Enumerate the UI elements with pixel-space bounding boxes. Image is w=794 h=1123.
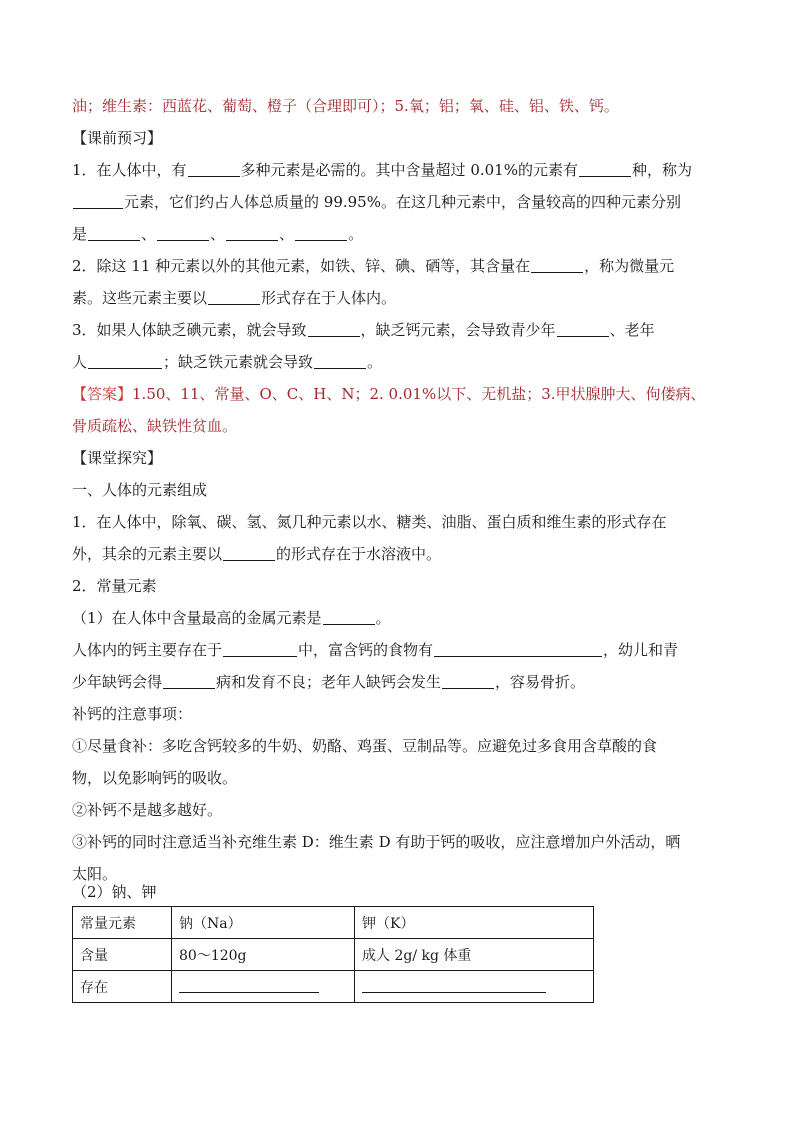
question-1-line-3: 是 、 、 、 。 [72,225,364,243]
blank[interactable] [434,642,602,657]
tip-3-line-1: ③补钙的同时注意适当补充维生素 D：维生素 D 有助于钙的吸收，应注意增加户外活动，晒 [72,833,681,851]
answer-line-2: 骨质疏松、缺铁性贫血。 [72,417,238,435]
subheading-macro-elements: 2．常量元素 [72,577,157,595]
blank[interactable] [531,258,583,273]
question-3-line-2: 人 ；缺乏铁元素就会导致 。 [72,353,383,371]
tip-1-line-2: 物，以免影响钙的吸收。 [72,769,238,787]
table-row [73,939,594,971]
blank[interactable] [223,546,275,561]
answer-continuation: 油；维生素：西蓝花、葡萄、橙子（合理即可）；5.氧；铝；氧、硅、铝、铁、钙。 [72,97,619,115]
table-row [73,971,594,1003]
blank[interactable] [73,194,123,209]
blank[interactable] [208,290,260,305]
answer-line-1: 【答案】1.50、11、常量、O、C、H、N；2. 0.01%以下、无机盐；3.甲状腺肿大、佝偻病、 [72,385,706,403]
question-1-line-2: 元素，它们约占人体总质量的 99.95%。在这几种元素中，含量较高的四种元素分别 [72,192,681,212]
question-2-line-1: 2．除这 11 种元素以外的其他元素，如铁、锌、碘、硒等，其含量在 ，称为微量元 [72,257,675,275]
table-cell: 存在 [73,971,172,1003]
blank[interactable] [557,322,609,337]
table-cell [172,971,355,1003]
question-2-line-2: 素。这些元素主要以 形式存在于人体内。 [72,289,397,307]
tip-1-line-1: ①尽量食补：多吃含钙较多的牛奶、奶酪、鸡蛋、豆制品等。应避免过多食用含草酸的食 [72,737,658,755]
blank[interactable] [323,610,375,625]
blank[interactable] [314,354,366,369]
blank[interactable] [308,322,360,337]
sodium-potassium-table [72,906,594,1003]
blank[interactable] [223,642,297,657]
question-metal-element: （1）在人体中含量最高的金属元素是 。 [72,609,391,627]
calcium-tips-heading: 补钙的注意事项： [72,705,193,723]
question-3-line-1: 3．如果人体缺乏碘元素，就会导致 ，缺乏钙元素，会导致青少年 、老年 [72,321,655,339]
paragraph-1-line-2: 外，其余的元素主要以 的形式存在于水溶液中。 [72,545,442,563]
subheading-element-composition: 一、人体的元素组成 [72,481,208,499]
table-header-cell: 钾（K） [355,907,594,939]
blank[interactable] [88,226,140,241]
section-heading-preview: 【课前预习】 [72,129,163,147]
table-header-cell: 常量元素 [73,907,172,939]
table-header-cell: 钠（Na） [172,907,355,939]
paragraph-1-line-1: 1．在人体中，除氧、碳、氢、氮几种元素以水、糖类、油脂、蛋白质和维生素的形式存在 [72,513,667,531]
blank[interactable] [163,674,215,689]
answer-label: 【答案】 [72,385,133,403]
blank[interactable] [579,162,631,177]
blank[interactable] [295,226,347,241]
table-row [73,907,594,939]
table-cell: 80～120g [172,939,355,971]
subheading-sodium-potassium: （2）钠、钾 [72,883,157,901]
blank[interactable] [362,978,546,993]
section-heading-inquiry: 【课堂探究】 [72,449,163,467]
blank[interactable] [157,226,209,241]
question-1-line-1: 1．在人体中，有 多种元素是必需的。其中含量超过 0.01%的元素有 种，称为 [72,161,692,179]
table-cell: 含量 [73,939,172,971]
table-cell: 成人 2g/ kg 体重 [355,939,594,971]
calcium-line-1: 人体内的钙主要存在于 中，富含钙的食物有 ，幼儿和青 [72,641,679,659]
tip-2: ②补钙不是越多越好。 [72,801,223,819]
blank[interactable] [179,978,319,993]
calcium-line-2: 少年缺钙会得 病和发育不良；老年人缺钙会发生 ，容易骨折。 [72,673,586,691]
blank[interactable] [226,226,278,241]
blank[interactable] [88,354,162,369]
tip-3-line-2: 太阳。 [72,865,118,883]
blank[interactable] [188,162,240,177]
blank[interactable] [442,674,494,689]
table-cell [355,971,594,1003]
